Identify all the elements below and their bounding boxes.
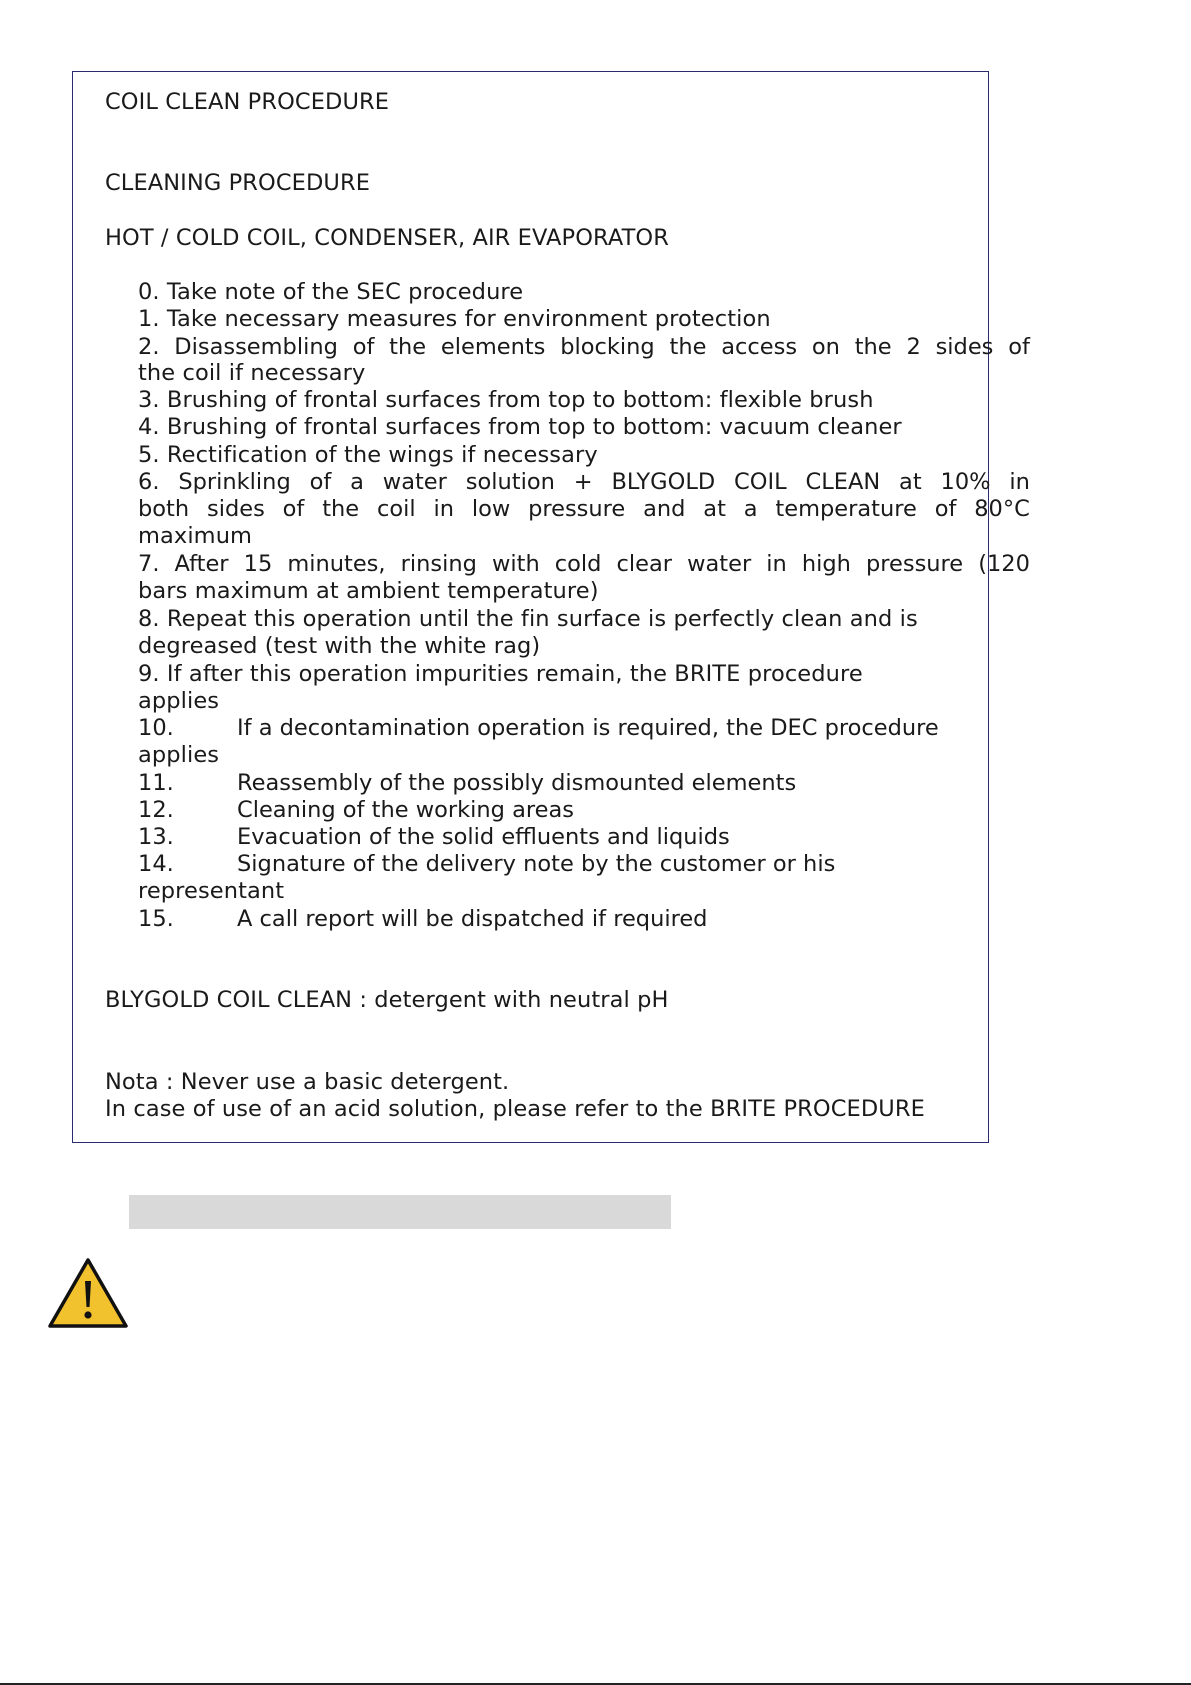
step-6-line-3: maximum: [138, 523, 253, 549]
word: of: [352, 334, 375, 360]
step-4: 4. Brushing of frontal surfaces from top to bottom: vacuum cleaner: [138, 414, 902, 440]
word: 7.: [138, 551, 160, 577]
step-12-text: Cleaning of the working areas: [237, 797, 575, 823]
word: pressure: [528, 496, 626, 522]
step-14-number: 14.: [138, 851, 174, 877]
word: the: [322, 496, 360, 522]
step-12-number: 12.: [138, 797, 174, 823]
word: in: [433, 496, 454, 522]
word: 10%: [940, 469, 991, 495]
word: Sprinkling: [178, 469, 291, 495]
step-11-number: 11.: [138, 770, 174, 796]
subsection-heading: HOT / COLD COIL, CONDENSER, AIR EVAPORATOR: [105, 225, 669, 251]
word: sides: [935, 334, 994, 360]
word: 2: [906, 334, 921, 360]
step-11-text: Reassembly of the possibly dismounted elements: [237, 770, 797, 796]
step-9-line-2: applies: [138, 688, 220, 714]
word: CLEAN: [805, 469, 881, 495]
step-0: 0. Take note of the SEC procedure: [138, 279, 524, 305]
word: in: [766, 551, 787, 577]
word: elements: [440, 334, 546, 360]
word: water: [687, 551, 752, 577]
procedure-box: [72, 71, 1030, 1143]
word: minutes,: [287, 551, 386, 577]
word: pressure: [865, 551, 964, 577]
word: BLYGOLD: [611, 469, 716, 495]
procedure-title: COIL CLEAN PROCEDURE: [105, 89, 390, 115]
step-10-text: If a decontamination operation is required, the DEC procedure: [237, 715, 939, 741]
step-8-line-2: degreased (test with the white rag): [138, 633, 541, 659]
nota-line-1: Nota : Never use a basic detergent.: [105, 1069, 510, 1095]
step-13-text: Evacuation of the solid effluents and liquids: [237, 824, 730, 850]
step-10-line-2: applies: [138, 742, 220, 768]
word: 80°C: [974, 496, 1030, 522]
word: of: [309, 469, 332, 495]
step-15-number: 15.: [138, 906, 174, 932]
word: low: [471, 496, 511, 522]
word: access: [721, 334, 798, 360]
product-note: BLYGOLD COIL CLEAN : detergent with neutral pH: [105, 987, 669, 1013]
step-6-line-2: [138, 496, 1030, 523]
gray-placeholder-bar: [129, 1195, 671, 1229]
word: at: [703, 496, 726, 522]
step-5: 5. Rectification of the wings if necessary: [138, 442, 598, 468]
step-6-line-1: [138, 469, 1030, 496]
word: water: [382, 469, 447, 495]
step-2-line-1: [138, 334, 1030, 361]
word: in: [1009, 469, 1030, 495]
word: coil: [376, 496, 416, 522]
step-1: 1. Take necessary measures for environment protection: [138, 306, 771, 332]
word: of: [1008, 334, 1030, 360]
word: temperature: [775, 496, 917, 522]
step-2-line-2: the coil if necessary: [138, 360, 366, 386]
word: Disassembling: [174, 334, 338, 360]
word: with: [491, 551, 540, 577]
word: clear: [616, 551, 673, 577]
word: COIL: [734, 469, 787, 495]
word: (120: [978, 551, 1030, 577]
word: blocking: [560, 334, 655, 360]
word: rinsing: [400, 551, 477, 577]
word: cold: [554, 551, 602, 577]
word: the: [854, 334, 892, 360]
word: solution: [465, 469, 555, 495]
step-13-number: 13.: [138, 824, 174, 850]
step-14-line-2: representant: [138, 878, 285, 904]
step-7-line-2: bars maximum at ambient temperature): [138, 578, 599, 604]
word: After: [174, 551, 229, 577]
word: a: [350, 469, 364, 495]
word: at: [899, 469, 922, 495]
warning-triangle-icon: [47, 1257, 129, 1329]
word: the: [669, 334, 707, 360]
word: on: [811, 334, 840, 360]
word: 15: [243, 551, 273, 577]
step-14-text: Signature of the delivery note by the customer or his: [237, 851, 836, 877]
word: both: [138, 496, 190, 522]
word: +: [573, 469, 593, 495]
step-8-line-1: 8. Repeat this operation until the fin surface is perfectly clean and is: [138, 606, 918, 632]
word: the: [389, 334, 427, 360]
word: 2.: [138, 334, 160, 360]
nota-line-2: In case of use of an acid solution, please refer to the BRITE PROCEDURE: [105, 1096, 925, 1122]
word: high: [801, 551, 851, 577]
word: and: [643, 496, 686, 522]
step-15-text: A call report will be dispatched if required: [237, 906, 708, 932]
word: of: [934, 496, 957, 522]
word: 6.: [138, 469, 160, 495]
step-10-number: 10.: [138, 715, 174, 741]
word: of: [282, 496, 305, 522]
step-3: 3. Brushing of frontal surfaces from top to bottom: flexible brush: [138, 387, 874, 413]
word: a: [743, 496, 758, 522]
section-heading: CLEANING PROCEDURE: [105, 170, 371, 196]
step-7-line-1: [138, 551, 1030, 578]
word: sides: [206, 496, 265, 522]
step-9-line-1: 9. If after this operation impurities remain, the BRITE procedure: [138, 661, 863, 687]
